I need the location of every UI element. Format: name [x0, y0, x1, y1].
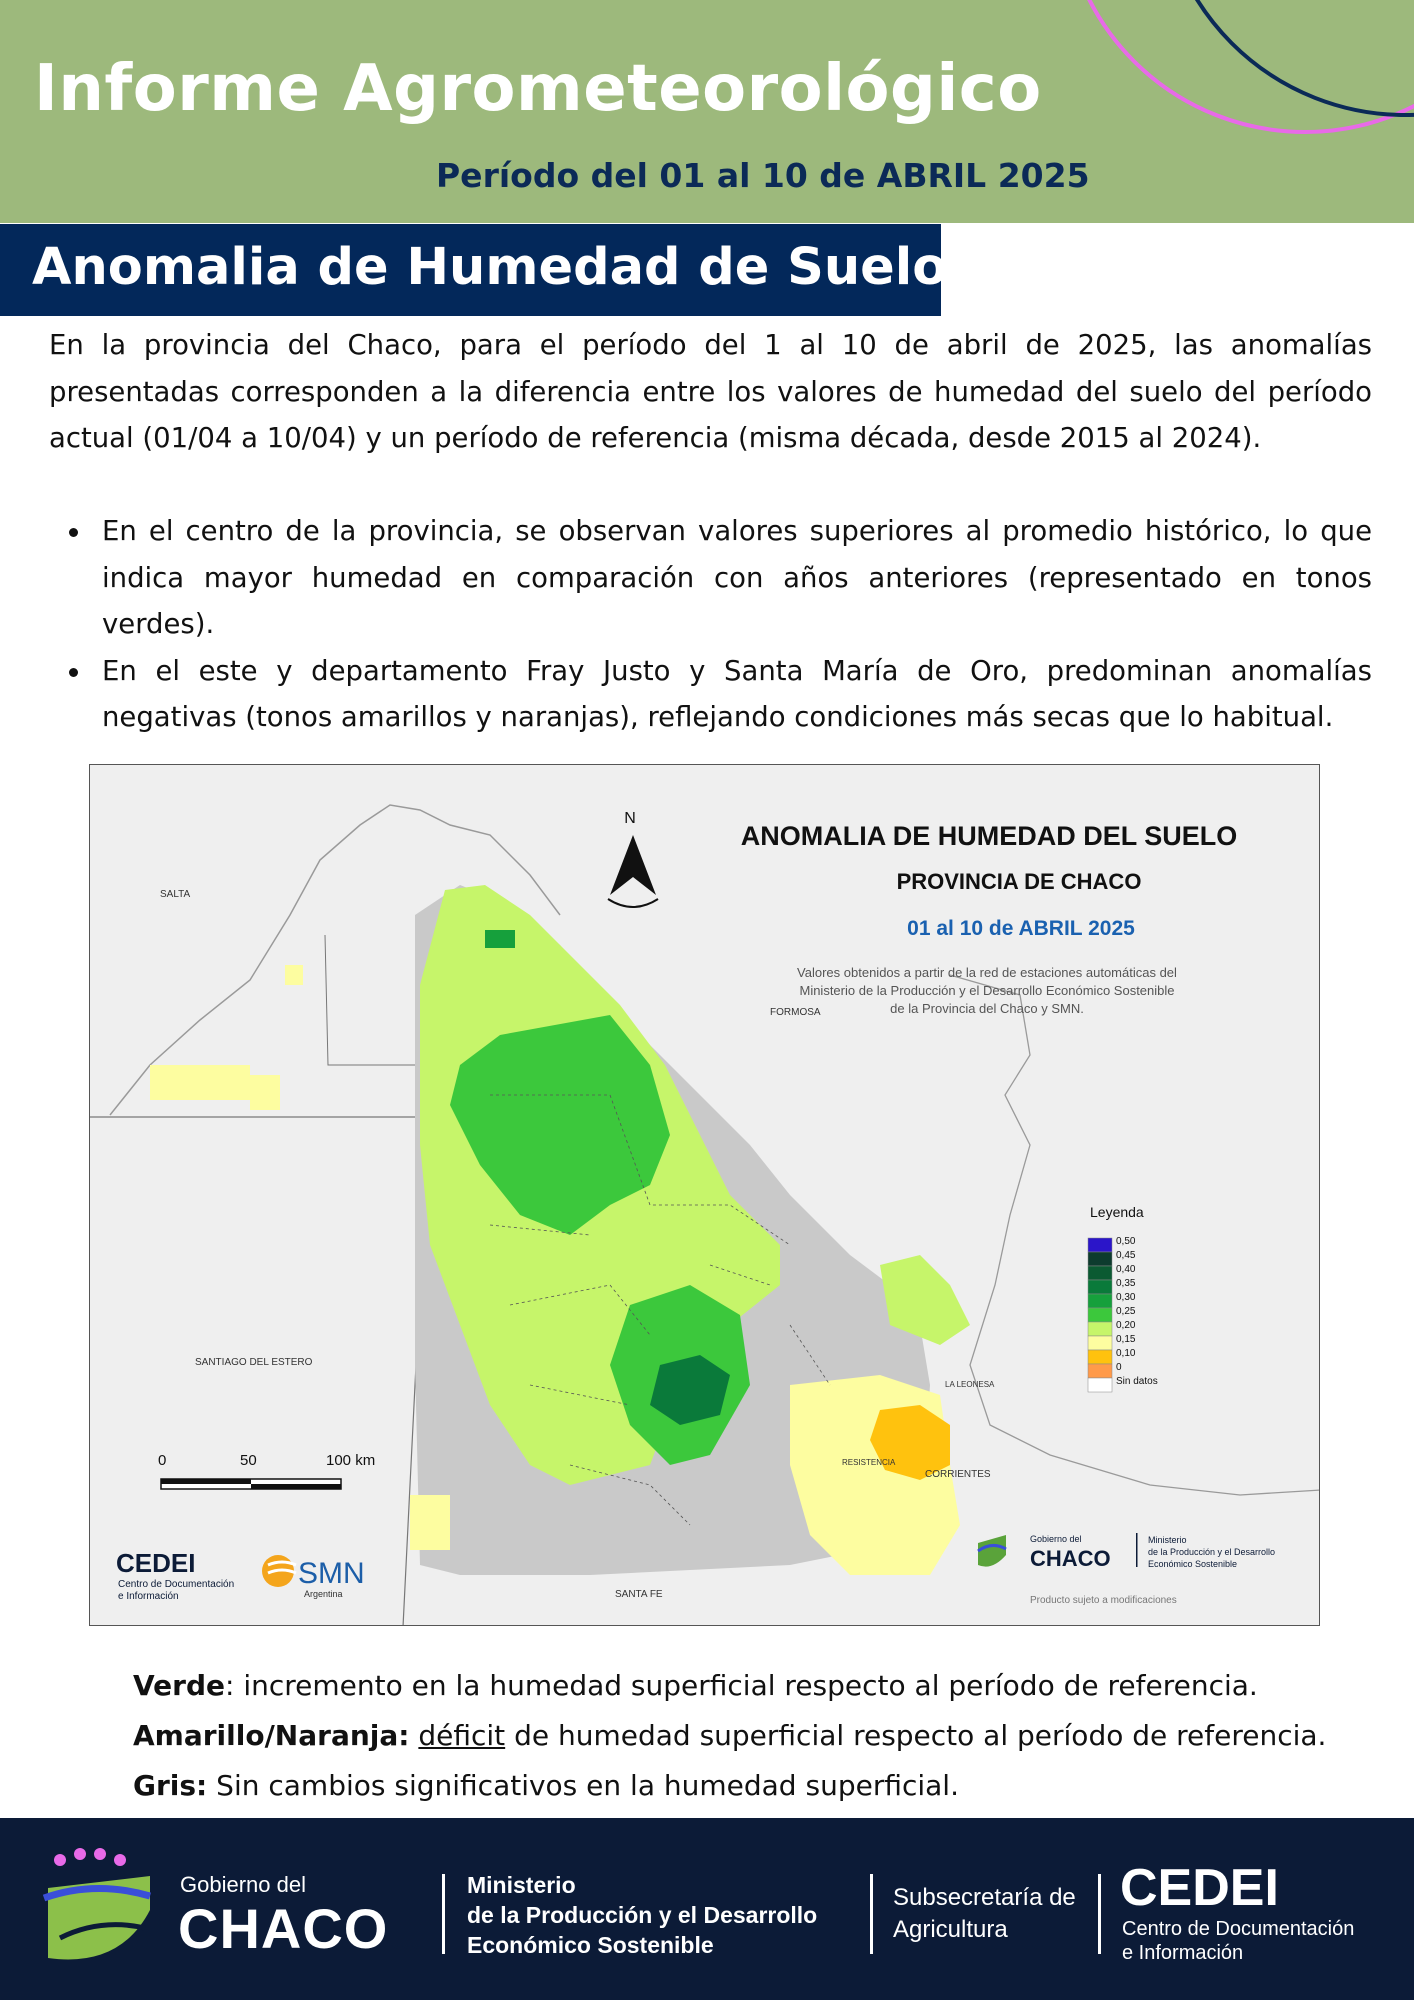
scale-tick: 100 km — [326, 1452, 376, 1469]
footer-ministry: de la Producción y el Desarrollo — [467, 1902, 818, 1928]
zone-yellow — [150, 1065, 250, 1100]
report-title: Informe Agrometeorológico — [34, 52, 1042, 126]
legend-swatch — [1088, 1280, 1112, 1294]
legend-label: 0,10 — [1116, 1348, 1136, 1359]
map-canvas — [90, 765, 1320, 1626]
footer-ministry: Ministerio — [467, 1872, 576, 1898]
note-label: Verde — [133, 1669, 225, 1702]
map-disclaimer: Producto sujeto a modificaciones — [1030, 1595, 1177, 1606]
color-notes — [133, 1661, 1353, 1811]
map-period: 01 al 10 de ABRIL 2025 — [907, 917, 1135, 940]
cedei-line: Centro de Documentación — [118, 1579, 235, 1590]
footer-subsecretaria: Agricultura — [893, 1916, 1008, 1943]
legend-swatch — [1088, 1364, 1112, 1378]
zone-yellow — [285, 965, 303, 985]
legend-swatch — [1088, 1322, 1112, 1336]
legend-swatch — [1088, 1378, 1112, 1392]
footer-cedei-line: e Información — [1122, 1942, 1244, 1964]
legend-swatch — [1088, 1252, 1112, 1266]
legend-swatch — [1088, 1238, 1112, 1252]
gov-chaco-logo — [978, 1533, 1275, 1571]
region-la-leonesa: LA LEONESA — [945, 1380, 995, 1389]
soil-moisture-map — [89, 764, 1320, 1626]
scale-bar — [158, 1452, 375, 1489]
gov-ministry: de la Producción y el Desarrollo — [1148, 1547, 1276, 1557]
region-santiago: SANTIAGO DEL ESTERO — [195, 1357, 313, 1368]
footer-gov-top: Gobierno del — [180, 1872, 306, 1897]
region-resistencia: RESISTENCIA — [842, 1458, 896, 1467]
gov-ministry: Ministerio — [1148, 1535, 1187, 1545]
zone-green — [485, 930, 515, 948]
note-label: Amarillo/Naranja: — [133, 1719, 410, 1752]
legend-swatch — [1088, 1350, 1112, 1364]
smn-name: SMN — [298, 1557, 365, 1590]
gov-top: Gobierno del — [1030, 1534, 1082, 1544]
legend-swatch — [1088, 1294, 1112, 1308]
legend-label: 0,30 — [1116, 1292, 1136, 1303]
zone-yellow — [410, 1495, 450, 1550]
legend-label: Sin datos — [1116, 1376, 1158, 1387]
cedei-logo — [116, 1548, 234, 1602]
map-note-line: de la Provincia del Chaco y SMN. — [890, 1001, 1084, 1016]
report-header — [0, 0, 1414, 223]
gov-ministry: Económico Sostenible — [1148, 1559, 1238, 1569]
note-verde — [133, 1661, 1353, 1711]
gov-name: CHACO — [1030, 1546, 1111, 1571]
north-label: N — [624, 810, 636, 827]
scale-tick: 50 — [240, 1452, 257, 1469]
legend-swatch — [1088, 1308, 1112, 1322]
smn-logo — [262, 1555, 365, 1599]
report-period: Período del 01 al 10 de ABRIL 2025 — [436, 156, 1090, 195]
legend-label: 0,40 — [1116, 1264, 1136, 1275]
legend-label: 0,35 — [1116, 1278, 1136, 1289]
legend-label: 0,45 — [1116, 1250, 1136, 1261]
bullet-item: En el centro de la provincia, se observan valores superiores al promedio histórico, lo que indica mayor humedad en comparación con años anteriores (representado en tonos verdes). — [60, 508, 1372, 648]
map-title: ANOMALIA DE HUMEDAD DEL SUELO — [740, 821, 1238, 851]
cedei-line: e Información — [118, 1591, 179, 1602]
map-note-line: Valores obtenidos a partir de la red de estaciones automáticas del — [797, 965, 1177, 980]
bullet-list — [60, 508, 1372, 741]
note-text: Sin cambios significativos en la humedad superficial. — [207, 1769, 959, 1802]
legend-label: 0,20 — [1116, 1320, 1136, 1331]
region-corrientes: CORRIENTES — [925, 1469, 991, 1480]
map-subtitle: PROVINCIA DE CHACO — [896, 869, 1142, 894]
legend-swatch — [1088, 1336, 1112, 1350]
section-title: Anomalia de Humedad de Suelo — [32, 238, 948, 297]
section-bar — [0, 224, 948, 316]
map-legend — [1088, 1204, 1158, 1392]
note-text: : incremento en la humedad superficial respecto al período de referencia. — [224, 1669, 1258, 1702]
map-note-line: Ministerio de la Producción y el Desarrollo Económico Sostenible — [799, 983, 1175, 998]
legend-label: 0,25 — [1116, 1306, 1136, 1317]
legend-label: 0 — [1116, 1362, 1122, 1373]
footer-cedei: CEDEI — [1120, 1859, 1279, 1917]
note-underlined: déficit — [418, 1719, 506, 1752]
footer-subsecretaria: Subsecretaría de — [893, 1884, 1076, 1911]
legend-title: Leyenda — [1090, 1204, 1144, 1220]
border-line — [325, 935, 420, 1065]
note-text: de humedad superficial respecto al período de referencia. — [505, 1719, 1327, 1752]
legend-label: 0,50 — [1116, 1236, 1136, 1247]
corrientes-border — [950, 975, 1320, 1495]
note-gris — [133, 1761, 1353, 1811]
note-label: Gris: — [133, 1769, 208, 1802]
note-amarillo — [133, 1711, 1353, 1761]
region-salta: SALTA — [160, 889, 191, 900]
bullet-item: En el este y departamento Fray Justo y Santa María de Oro, predominan anomalías negativas (tonos amarillos y naranjas), reflejando condiciones más secas que lo habitual. — [60, 648, 1372, 741]
scale-tick: 0 — [158, 1452, 167, 1469]
footer-gov-name: CHACO — [178, 1897, 389, 1960]
cedei-name: CEDEI — [116, 1548, 196, 1578]
smn-sub: Argentina — [304, 1589, 343, 1599]
north-arrow-icon — [608, 810, 658, 907]
footer-cedei-line: Centro de Documentación — [1122, 1918, 1355, 1940]
footer — [0, 1818, 1414, 2000]
footer-ministry: Económico Sostenible — [467, 1932, 714, 1958]
legend-label: 0,15 — [1116, 1334, 1136, 1345]
region-santa-fe: SANTA FE — [615, 1589, 663, 1600]
zone-yellow — [250, 1075, 280, 1110]
intro-paragraph: En la provincia del Chaco, para el período del 1 al 10 de abril de 2025, las anomalías presentadas corresponden a la diferencia entre los valores de humedad del suelo del período actual (01/04 a 10/04) y un período de referencia (misma década, desde 2015 al 2024). — [49, 329, 1372, 454]
legend-swatch — [1088, 1266, 1112, 1280]
region-formosa: FORMOSA — [770, 1007, 821, 1018]
